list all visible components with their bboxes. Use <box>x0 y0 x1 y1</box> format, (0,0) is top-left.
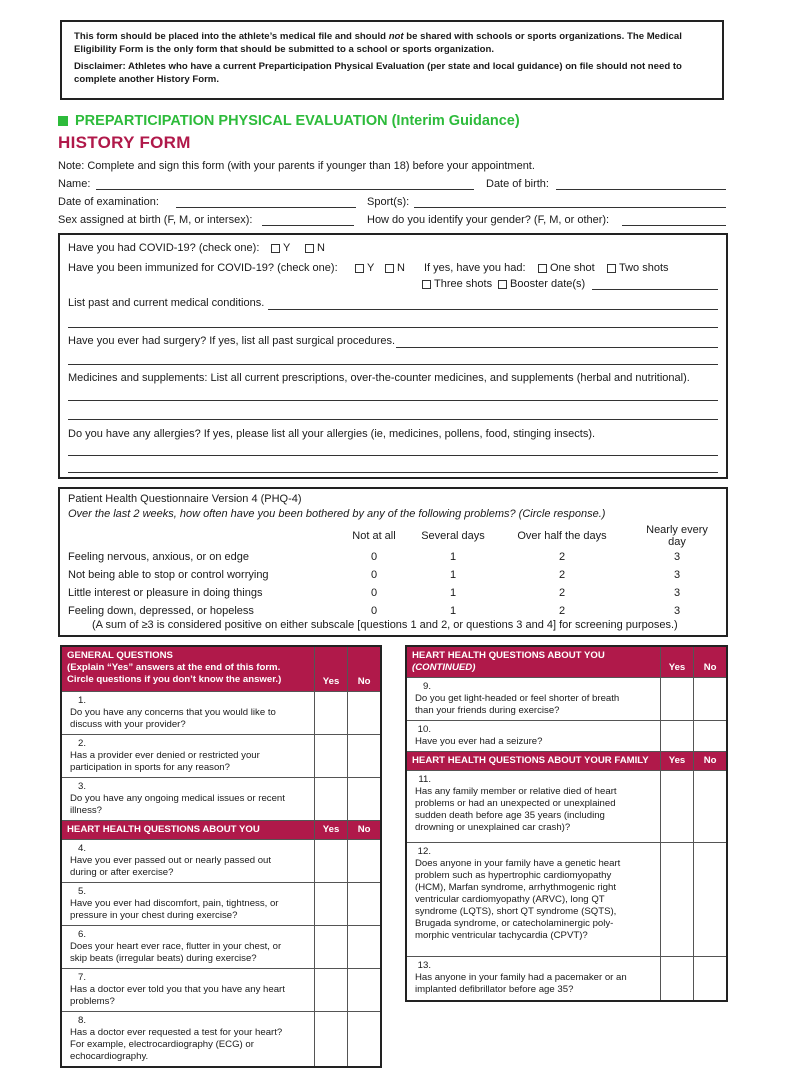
question-row: 9.Do you get light-headed or feel shorter of breath than your friends during exercise? <box>406 678 727 721</box>
phq-option[interactable]: 3 <box>673 569 681 581</box>
question-text: Do you get light-headed or feel shorter of breath than your friends during exercise? <box>415 693 620 716</box>
no-answer-cell[interactable] <box>694 843 727 957</box>
yes-header: Yes <box>314 821 347 840</box>
general-header-row <box>61 646 381 692</box>
ifyes-label: If yes, have you had: <box>424 262 526 274</box>
no-answer-cell[interactable] <box>348 926 381 969</box>
dob-label: Date of birth: <box>486 178 549 190</box>
question-text: Have you ever passed out or nearly passed out during or after exercise? <box>70 855 272 878</box>
phq-row <box>68 584 718 602</box>
question-text: Has a provider ever denied or restricted your participation in sports for any reason? <box>70 750 260 773</box>
question-row: 5.Have you ever had discomfort, pain, tightness, or pressure in your chest during exercise? <box>61 883 381 926</box>
question-text: Do you have any concerns that you would like to discuss with your provider? <box>70 707 276 730</box>
phq-option[interactable]: 3 <box>673 587 681 599</box>
question-text: Have you ever had discomfort, pain, tightness, or pressure in your chest during exercise? <box>70 898 279 921</box>
phq-row <box>68 602 718 620</box>
question-text: Does your heart ever race, flutter in your chest, or skip beats (irregular beats) during exercise? <box>70 941 282 964</box>
heart-header: HEART HEALTH QUESTIONS ABOUT YOU <box>61 821 314 840</box>
allergies-line[interactable] <box>68 455 718 456</box>
phq-footnote: (A sum of ≥3 is considered positive on either subscale [questions 1 and 2, or questions 3 and 4] for screening purposes.) <box>92 619 678 631</box>
continued-header: HEART HEALTH QUESTIONS ABOUT YOU (CONTINUED) <box>406 646 660 678</box>
booster-date-field[interactable] <box>592 278 718 290</box>
form-subtitle: HISTORY FORM <box>58 133 191 152</box>
form-title: PREPARTICIPATION PHYSICAL EVALUATION (Interim Guidance) <box>58 113 520 129</box>
disclaimer-text: Disclaimer: Athletes who have a current Preparticipation Physical Evaluation (per state and local guidance) on file should not need to complete another History Form. <box>74 61 682 85</box>
phq-option[interactable]: 1 <box>449 587 457 599</box>
heart-header-row <box>61 821 381 840</box>
general-questions-table <box>60 645 382 1068</box>
exam-date-field[interactable] <box>176 196 356 208</box>
heart-family-table <box>405 645 728 1002</box>
phq-table <box>68 524 718 620</box>
phq-title: Patient Health Questionnaire Version 4 (PHQ-4) <box>68 493 302 505</box>
family-header: HEART HEALTH QUESTIONS ABOUT YOUR FAMILY <box>406 752 660 771</box>
phq-option[interactable]: 2 <box>558 551 566 563</box>
phq-header-row <box>68 524 718 548</box>
immunized-yes-option[interactable]: Y <box>355 262 374 274</box>
immunized-question: Have you been immunized for COVID-19? (check one): <box>68 262 338 274</box>
no-answer-cell[interactable] <box>348 969 381 1012</box>
yes-answer-cell[interactable] <box>660 721 693 752</box>
yes-answer-cell[interactable] <box>660 678 693 721</box>
question-row: 13.Has anyone in your family had a pacemaker or an implanted defibrillator before age 35? <box>406 957 727 1001</box>
booster-option[interactable]: Booster date(s) <box>498 278 585 290</box>
yes-header: Yes <box>314 646 347 692</box>
no-answer-cell[interactable] <box>348 840 381 883</box>
allergies-line[interactable] <box>68 472 718 473</box>
yes-answer-cell[interactable] <box>660 957 693 1001</box>
two-shots-option[interactable]: Two shots <box>607 262 669 274</box>
title-square-icon <box>58 116 68 126</box>
checkbox-icon <box>422 280 431 289</box>
question-text: Has anyone in your family had a pacemaker or an implanted defibrillator before age 35? <box>415 972 627 995</box>
question-text: Does anyone in your family have a genetic heart problem such as hypertrophic cardiomyopathy (HCM), Marfan syndrome, arrhythmogenic right ventricular cardiomyopathy (ARVC), long QT syndrome (LQTS), short QT syndrome (SQTS), Brugada syndrome, or catecholaminergic poly-morphic ventricular tachycardia (CPVT)? <box>415 858 621 941</box>
checkbox-icon <box>305 244 314 253</box>
question-text: Has any family member or relative died of heart problems or had an unexpected or unexplained sudden death before age 35 years (including drowning or unexplained car crash)? <box>415 786 617 833</box>
checkbox-icon <box>607 264 616 273</box>
yes-answer-cell[interactable] <box>314 1012 347 1068</box>
name-label: Name: <box>58 178 91 190</box>
phq-col-nearly-every-day: Nearly every day <box>646 524 708 548</box>
covid-question: Have you had COVID-19? (check one): <box>68 242 260 254</box>
medicines-line[interactable] <box>68 419 718 420</box>
allergies-label: Do you have any allergies? If yes, please list all your allergies (ie, medicines, pollens, food, stinging insects). <box>68 428 596 440</box>
medicines-label: Medicines and supplements: List all current prescriptions, over-the-counter medicines, and supplements (herbal and nutritional). <box>68 372 690 384</box>
no-header: No <box>348 646 381 692</box>
yes-answer-cell[interactable] <box>314 926 347 969</box>
question-row: 1.Do you have any concerns that you would like to discuss with your provider? <box>61 692 381 735</box>
phq-option[interactable]: 1 <box>449 551 457 563</box>
gender-field[interactable] <box>622 214 726 226</box>
three-shots-option[interactable]: Three shots <box>422 278 492 290</box>
conditions-label: List past and current medical conditions. <box>68 297 265 309</box>
yes-header: Yes <box>660 646 693 678</box>
question-text: Do you have any ongoing medical issues or recent illness? <box>70 793 285 816</box>
phq-instruction: Over the last 2 weeks, how often have you been bothered by any of the following problems? (Circle response.) <box>68 508 606 520</box>
phq-col-over-half: Over half the days <box>517 530 607 542</box>
no-header: No <box>694 646 727 678</box>
phq-row <box>68 548 718 566</box>
question-row: 2.Has a provider ever denied or restricted your participation in sports for any reason? <box>61 735 381 778</box>
yes-answer-cell[interactable] <box>314 778 347 821</box>
phq-option[interactable]: 2 <box>558 569 566 581</box>
question-text: Has a doctor ever requested a test for your heart? For example, electrocardiography (ECG) or echocardiography. <box>70 1027 283 1062</box>
continued-header-row <box>406 646 727 678</box>
yes-header: Yes <box>660 752 693 771</box>
yes-answer-cell[interactable] <box>314 969 347 1012</box>
phq-option[interactable]: 1 <box>449 569 457 581</box>
no-answer-cell[interactable] <box>694 771 727 843</box>
question-row: 7.Has a doctor ever told you that you have any heart problems? <box>61 969 381 1012</box>
surgery-line[interactable] <box>396 347 718 348</box>
question-row: 6.Does your heart ever race, flutter in your chest, or skip beats (irregular beats) during exercise? <box>61 926 381 969</box>
phq-option[interactable]: 3 <box>673 605 681 617</box>
covid-no-option[interactable]: N <box>305 242 325 254</box>
no-answer-cell[interactable] <box>694 957 727 1001</box>
surgery-label: Have you ever had surgery? If yes, list all past surgical procedures. <box>68 335 396 347</box>
question-row: 4.Have you ever passed out or nearly passed out during or after exercise? <box>61 840 381 883</box>
no-answer-cell[interactable] <box>694 721 727 752</box>
yes-answer-cell[interactable] <box>660 843 693 957</box>
conditions-line[interactable] <box>68 327 718 328</box>
yes-answer-cell[interactable] <box>314 735 347 778</box>
no-answer-cell[interactable] <box>348 735 381 778</box>
yes-answer-cell[interactable] <box>314 692 347 735</box>
checkbox-icon <box>355 264 364 273</box>
medicines-line[interactable] <box>68 400 718 401</box>
dob-field[interactable] <box>556 178 726 190</box>
conditions-line[interactable] <box>268 309 718 310</box>
checkbox-icon <box>271 244 280 253</box>
notice-text: This form should be placed into the athlete’s medical file and should not be shared with schools or sports organizations. The Medical Eligibility Form is the only form that should be submitted to a school or sports organization. <box>74 31 682 55</box>
yes-answer-cell[interactable] <box>660 771 693 843</box>
checkbox-icon <box>538 264 547 273</box>
yes-answer-cell[interactable] <box>314 840 347 883</box>
sports-label: Sport(s): <box>367 196 410 208</box>
phq-option[interactable]: 2 <box>558 587 566 599</box>
surgery-line[interactable] <box>68 364 718 365</box>
phq-option[interactable]: 0 <box>370 551 378 563</box>
phq-option[interactable]: 0 <box>370 587 378 599</box>
exam-date-label: Date of examination: <box>58 196 159 208</box>
no-header: No <box>694 752 727 771</box>
phq-row-label: Not being able to stop or control worrying <box>68 569 269 581</box>
no-answer-cell[interactable] <box>348 883 381 926</box>
checkbox-icon <box>498 280 507 289</box>
phq-row <box>68 566 718 584</box>
phq-row-label: Feeling down, depressed, or hopeless <box>68 605 254 617</box>
covid-yes-option[interactable]: Y <box>271 242 290 254</box>
phq-row-label: Feeling nervous, anxious, or on edge <box>68 551 250 563</box>
question-row: 10.Have you ever had a seizure? <box>406 721 727 752</box>
sex-field[interactable] <box>262 214 354 226</box>
no-answer-cell[interactable] <box>348 692 381 735</box>
family-header-row <box>406 752 727 771</box>
question-row: 3.Do you have any ongoing medical issues or recent illness? <box>61 778 381 821</box>
intro-note: Note: Complete and sign this form (with your parents if younger than 18) before your appointment. <box>58 160 535 172</box>
one-shot-option[interactable]: One shot <box>538 262 595 274</box>
sports-field[interactable] <box>414 196 726 208</box>
no-answer-cell[interactable] <box>694 678 727 721</box>
question-row: 12.Does anyone in your family have a genetic heart problem such as hypertrophic cardiomyopathy (HCM), Marfan syndrome, arrhythmogenic right ventricular cardiomyopathy (ARVC), long QT syndrome (LQTS), short QT syndrome (SQTS), Brugada syndrome, or catecholaminergic poly-morphic ventricular tachycardia (CPVT)? <box>406 843 727 957</box>
checkbox-icon <box>385 264 394 273</box>
name-field[interactable] <box>96 178 474 190</box>
phq-col-several-days: Several days <box>421 530 485 542</box>
notice-box <box>60 20 724 100</box>
phq-option[interactable]: 0 <box>370 569 378 581</box>
no-answer-cell[interactable] <box>348 1012 381 1068</box>
phq-col-not-at-all: Not at all <box>352 530 396 542</box>
phq-option[interactable]: 2 <box>558 605 566 617</box>
no-answer-cell[interactable] <box>348 778 381 821</box>
phq-option[interactable]: 1 <box>449 605 457 617</box>
phq-option[interactable]: 0 <box>370 605 378 617</box>
question-text: Has a doctor ever told you that you have any heart problems? <box>70 984 285 1007</box>
gender-label: How do you identify your gender? (F, M, or other): <box>367 214 610 226</box>
phq-option[interactable]: 3 <box>673 551 681 563</box>
general-header: GENERAL QUESTIONS (Explain “Yes” answers at the end of this form. Circle questions if you don’t know the answer.) <box>61 646 314 692</box>
question-row: 8.Has a doctor ever requested a test for your heart? For example, electrocardiography (ECG) or echocardiography. <box>61 1012 381 1068</box>
phq-row-label: Little interest or pleasure in doing things <box>68 587 263 599</box>
immunized-no-option[interactable]: N <box>385 262 405 274</box>
question-text: Have you ever had a seizure? <box>415 736 543 747</box>
no-header: No <box>348 821 381 840</box>
yes-answer-cell[interactable] <box>314 883 347 926</box>
question-row: 11.Has any family member or relative died of heart problems or had an unexpected or unexplained sudden death before age 35 years (including drowning or unexplained car crash)? <box>406 771 727 843</box>
sex-label: Sex assigned at birth (F, M, or intersex): <box>58 214 253 226</box>
